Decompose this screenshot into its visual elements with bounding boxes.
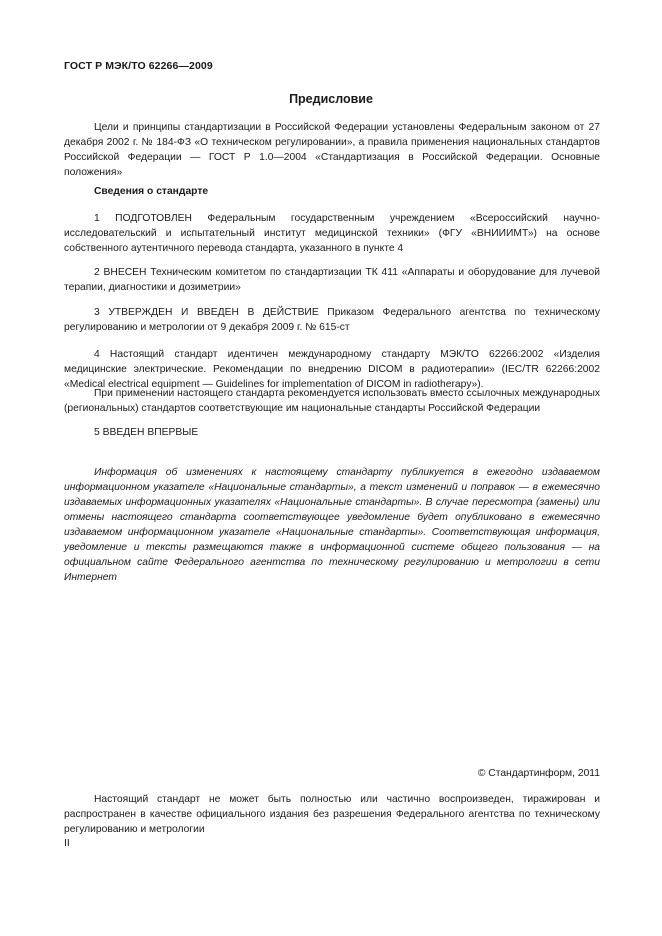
section-heading: Сведения о стандарте <box>94 186 209 197</box>
page-number: II <box>64 838 70 849</box>
notice-paragraph: Информация об изменениях к настоящему стандарту публикуется в ежегодно издаваемом информационном указателе «Национальные стандарты», а текст изменений и поправок — в ежемесячно издаваемых информационных указателях «Национальные стандарты». В случае пересмотра (замены) или отмены настоящего стандарта соответствующее уведомление будет опубликовано в ежемесячно издаваемом информационном указателе «Национальные стандарты». Соответствующая информация, уведомление и тексты размещаются также в информационной системе общего пользования — на официальном сайте Федерального агентства по техническому регулированию и метрологии в сети Интернет <box>64 467 600 583</box>
standard-code: ГОСТ Р МЭК/ТО 62266—2009 <box>64 60 213 72</box>
item-1-paragraph: 1 ПОДГОТОВЛЕН Федеральным государственным учреждением «Всероссийский научно-исследовательский и испытательный институт медицинской техники» (ФГУ «ВНИИИМТ») на основе собственного аутентичного перевода стандарта, указанного в пункте 4 <box>64 213 600 254</box>
reproduction-notice: Настоящий стандарт не может быть полностью или частично воспроизведен, тиражирован и распространен в качестве официального издания без разрешения Федерального агентства по техническому регулированию и метрологии <box>64 794 600 835</box>
item-3-paragraph: 3 УТВЕРЖДЕН И ВВЕДЕН В ДЕЙСТВИЕ Приказом Федерального агентства по техническому регулированию и метрологии от 9 декабря 2009 г. № 615-ст <box>64 307 600 333</box>
page-title: Предисловие <box>289 92 373 106</box>
intro-paragraph: Цели и принципы стандартизации в Российской Федерации установлены Федеральным законом от 27 декабря 2002 г. № 184-ФЗ «О техническом регулировании», а правила применения национальных стандартов Российской Федерации — ГОСТ Р 1.0—2004 «Стандартизация в Российской Федерации. Основные положения» <box>64 122 600 178</box>
item-2-paragraph: 2 ВНЕСЕН Техническим комитетом по стандартизации ТК 411 «Аппараты и оборудование для лучевой терапии, диагностики и дозиметрии» <box>64 267 600 293</box>
item-4-paragraph: 4 Настоящий стандарт идентичен международному стандарту МЭК/ТО 62266:2002 «Изделия медицинские электрические. Рекомендации по внедрению DICOM в радиотерапии» (IEC/TR 62266:2002 «Medical electrical equipment — Guidelines for implementation of DICOM in radiotherapy»). <box>64 349 600 390</box>
item-5-paragraph: 5 ВВЕДЕН ВПЕРВЫЕ <box>94 427 199 438</box>
item-4-note-paragraph: При применении настоящего стандарта рекомендуется использовать вместо ссылочных международных (региональных) стандартов соответствующие им национальные стандарты Российской Федерации <box>64 388 600 414</box>
copyright-line: © Стандартинформ, 2011 <box>477 768 600 779</box>
